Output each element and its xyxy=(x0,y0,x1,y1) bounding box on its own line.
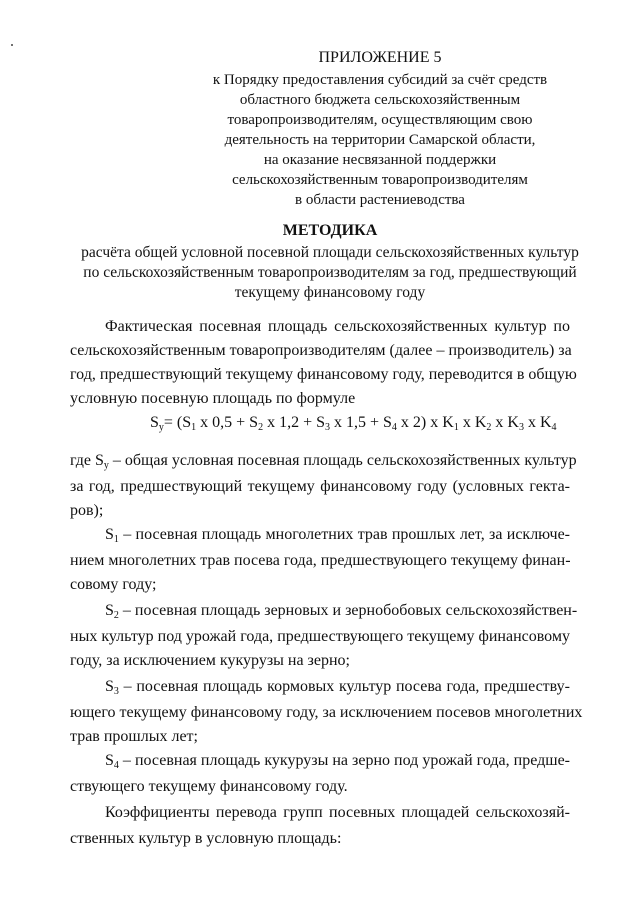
where-line: ров); xyxy=(70,502,104,519)
method-subheading-line: по сельскохозяйственным товаропроизводителям за год, предшествующий xyxy=(83,264,577,281)
definition-s1: $S_1$ – посевная площадь многолетних трав прошлых лет, за исключе- xyxy=(105,526,570,545)
closing-line: Коэффициенты перевода групп посевных площадей сельскохозяй- xyxy=(105,804,570,821)
annex-line: областного бюджета сельскохозяйственным xyxy=(239,92,521,108)
definition-line: трав прошлых лет; xyxy=(70,728,198,745)
method-heading: МЕТОДИКА xyxy=(282,222,378,239)
method-subheading-line: расчёта общей условной посевной площади сельскохозяйственных культур xyxy=(81,244,579,261)
where-line: за год, предшествующий текущему финансовому году (условных гекта- xyxy=(70,478,570,495)
definition-line: ствующего текущему финансовому году. xyxy=(70,778,348,795)
definition-line: году, за исключением кукурузы на зерно; xyxy=(70,652,350,669)
intro-line: условную посевную площадь по формуле xyxy=(70,390,356,407)
definition-s4: $S_4$ – посевная площадь кукурузы на зерно под урожай года, предше- xyxy=(105,752,570,771)
intro-line: год, предшествующий текущему финансовому году, переводится в общую xyxy=(70,366,577,383)
definition-line: нием многолетних трав посева года, предшествующего текущему финан- xyxy=(70,552,571,569)
annex-title: ПРИЛОЖЕНИЕ 5 xyxy=(318,49,442,66)
definition-line: ющего текущему финансовому году, за исключением посевов многолетних xyxy=(70,704,583,721)
annex-line: к Порядку предоставления субсидий за счёт средств xyxy=(212,72,548,88)
definition-s2: $S_2$ – посевная площадь зерновых и зернобобовых сельскохозяйствен- xyxy=(105,602,578,621)
annex-line: на оказание несвязанной поддержки xyxy=(263,152,497,168)
annex-line: товаропроизводителям, осуществляющим свою xyxy=(227,112,533,128)
intro-line: сельскохозяйственным товаропроизводителям (далее – производитель) за xyxy=(70,342,572,359)
definition-line: совому году; xyxy=(70,576,157,593)
annex-line: деятельность на территории Самарской области, xyxy=(224,132,536,148)
annex-line: сельскохозяйственным товаропроизводителям xyxy=(232,172,528,188)
definition-line: ных культур под урожай года, предшествующего текущему финансовому xyxy=(70,628,570,645)
method-subheading-line: текущему финансовому году xyxy=(234,284,426,301)
scan-speck xyxy=(11,44,13,46)
formula: $S_у= (S_1$ x $0,5 + S_2$ x $1,2 + S_3$ x $1,5 + S_4$ x 2) x $K_1$ x $K_2$ x $K_3$ x $K_4$ xyxy=(150,414,557,433)
closing-line: ственных культур в условную площадь: xyxy=(70,830,342,847)
annex-line: в области растениеводства xyxy=(295,192,465,208)
where-line: где $S_у$ – общая условная посевная площадь сельскохозяйственных культур xyxy=(70,452,577,471)
definition-s3: $S_3$ – посевная площадь кормовых культур посева года, предшеству- xyxy=(105,678,570,697)
intro-line: Фактическая посевная площадь сельскохозяйственных культур по xyxy=(105,318,570,335)
